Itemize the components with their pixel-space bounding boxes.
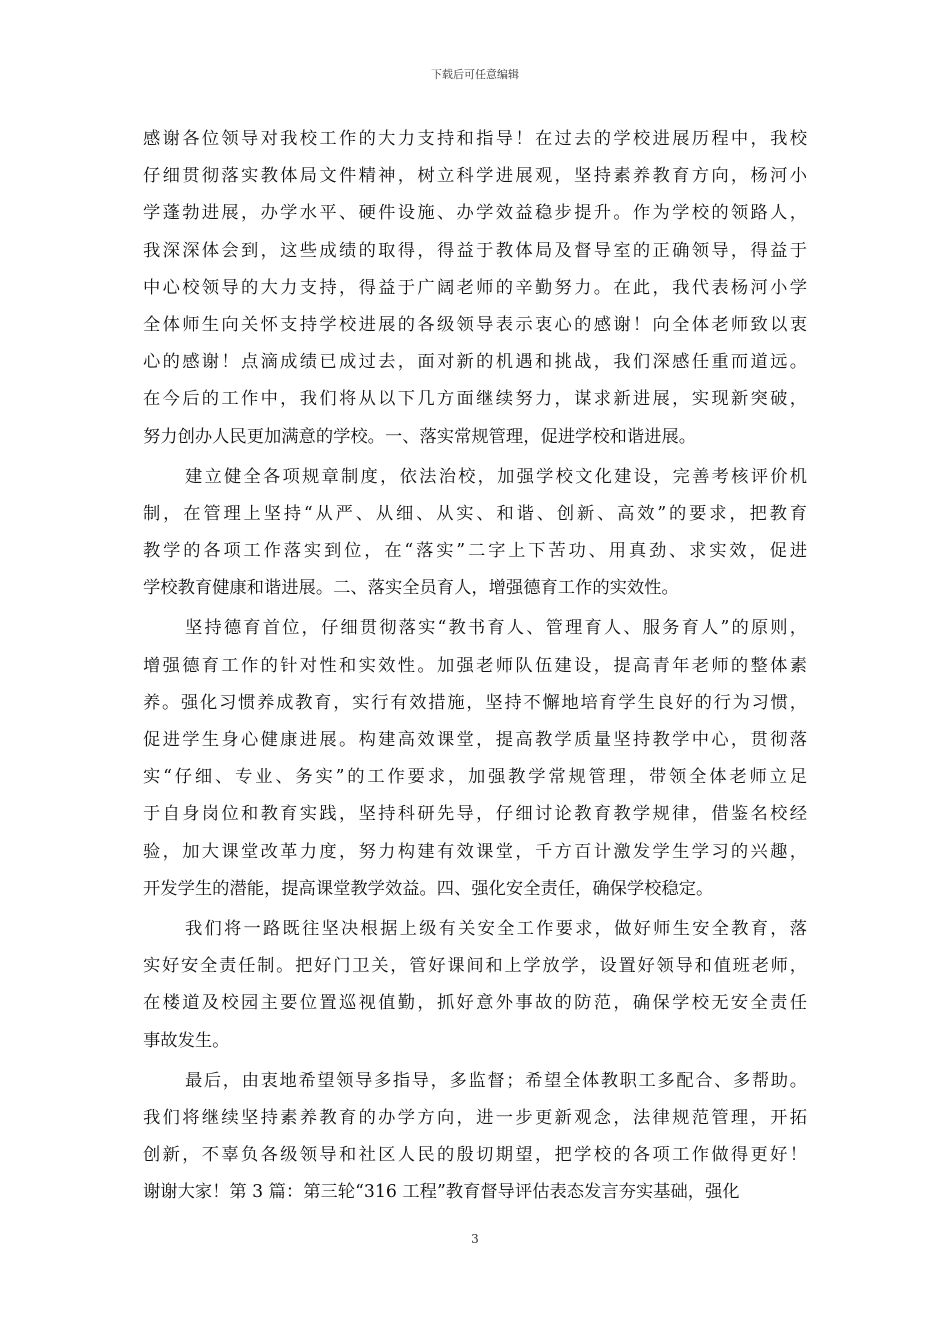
- paragraph: [143, 911, 807, 1060]
- paragraph-line: 在今后的工作中，我们将从以下几方面继续努力，谋求新进展，实现新突破，: [143, 389, 807, 410]
- paragraph-line: 全体师生向关怀支持学校进展的各级领导表示衷心的感谢！向全体老师致以衷: [143, 314, 807, 335]
- paragraph-line: 努力创办人民更加满意的学校。一、落实常规管理，促进学校和谐进展。: [143, 426, 697, 447]
- paragraph-line: 促进学生身心健康进展。构建高效课堂，提高教学质量坚持教学中心，贯彻落: [143, 730, 807, 750]
- paragraph-line: 心的感谢！点滴成绩已成过去，面对新的机遇和挑战，我们深感任重而道远。: [143, 352, 807, 373]
- paragraph: [143, 1063, 807, 1212]
- paragraph-line: 仔细贯彻落实教体局文件精神，树立科学进展观，坚持素养教育方向，杨河小: [143, 166, 807, 187]
- paragraph-line: 我深深体会到，这些成绩的取得，得益于教体局及督导室的正确领导，得益于: [143, 240, 807, 261]
- paragraph-line: 实“仔细、专业、务实”的工作要求，加强教学常规管理，带领全体老师立足: [143, 767, 807, 788]
- paragraph-line: 制，在管理上坚持“从严、从细、从实、和谐、创新、高效”的要求，把教育: [143, 503, 807, 524]
- paragraph-line: 验，加大课堂改革力度，努力构建有效课堂，千方百计激发学生学习的兴趣，: [143, 841, 807, 862]
- paragraph-line: 学校教育健康和谐进展。二、落实全员育人，增强德育工作的实效性。: [143, 578, 679, 599]
- paragraph-line: 于自身岗位和教育实践，坚持科研先导，仔细讨论教育教学规律，借鉴名校经: [143, 804, 807, 825]
- page-number: 3: [471, 1232, 479, 1246]
- paragraph-line: 谢谢大家！第 3 篇：第三轮“316 工程”教育督导评估表态发言夯实基础，强化: [143, 1182, 740, 1203]
- paragraph-line: 开发学生的潜能，提高课堂教学效益。四、强化安全责任，确保学校稳定。: [143, 878, 714, 899]
- paragraph-line: 学蓬勃进展，办学水平、硬件设施、办学效益稳步提升。作为学校的领路人，: [143, 203, 807, 224]
- paragraph-line: 中心校领导的大力支持，得益于广阔老师的辛勤努力。在此，我代表杨河小学: [143, 277, 807, 298]
- paragraph-line: 建立健全各项规章制度，依法治校，加强学校文化建设，完善考核评价机: [185, 466, 807, 487]
- paragraph-line: 最后，由衷地希望领导多指导，多监督；希望全体教职工多配合、多帮助。: [185, 1070, 807, 1091]
- paragraph: [143, 121, 807, 456]
- paragraph-line: 坚持德育首位，仔细贯彻落实“教书育人、管理育人、服务育人”的原则，: [185, 618, 807, 639]
- page-header: 下载后可任意编辑: [431, 68, 519, 81]
- paragraph-line: 创新，不辜负各级领导和社区人民的殷切期望，把学校的各项工作做得更好！: [143, 1145, 807, 1166]
- paragraph-line: 我们将一路既往坚决根据上级有关安全工作要求，做好师生安全教育，落: [185, 918, 807, 939]
- paragraph-line: 事故发生。: [143, 1030, 230, 1051]
- paragraph-line: 感谢各位领导对我校工作的大力支持和指导！在过去的学校进展历程中，我校: [143, 129, 807, 149]
- document-body: [143, 121, 807, 1211]
- paragraph-line: 实好安全责任制。把好门卫关，管好课间和上学放学，设置好领导和值班老师，: [143, 956, 807, 977]
- paragraph: [143, 459, 807, 608]
- paragraph-line: 养。强化习惯养成教育，实行有效措施，坚持不懈地培育学生良好的行为习惯，: [143, 692, 807, 713]
- paragraph-line: 教学的各项工作落实到位，在“落实”二字上下苦功、用真劲、求实效，促进: [143, 541, 807, 562]
- paragraph: [143, 610, 807, 908]
- paragraph-line: 在楼道及校园主要位置巡视值勤，抓好意外事故的防范，确保学校无安全责任: [143, 993, 807, 1014]
- paragraph-line: 我们将继续坚持素养教育的办学方向，进一步更新观念，法律规范管理，开拓: [143, 1107, 807, 1128]
- paragraph-line: 增强德育工作的针对性和实效性。加强老师队伍建设，提高青年老师的整体素: [143, 655, 807, 676]
